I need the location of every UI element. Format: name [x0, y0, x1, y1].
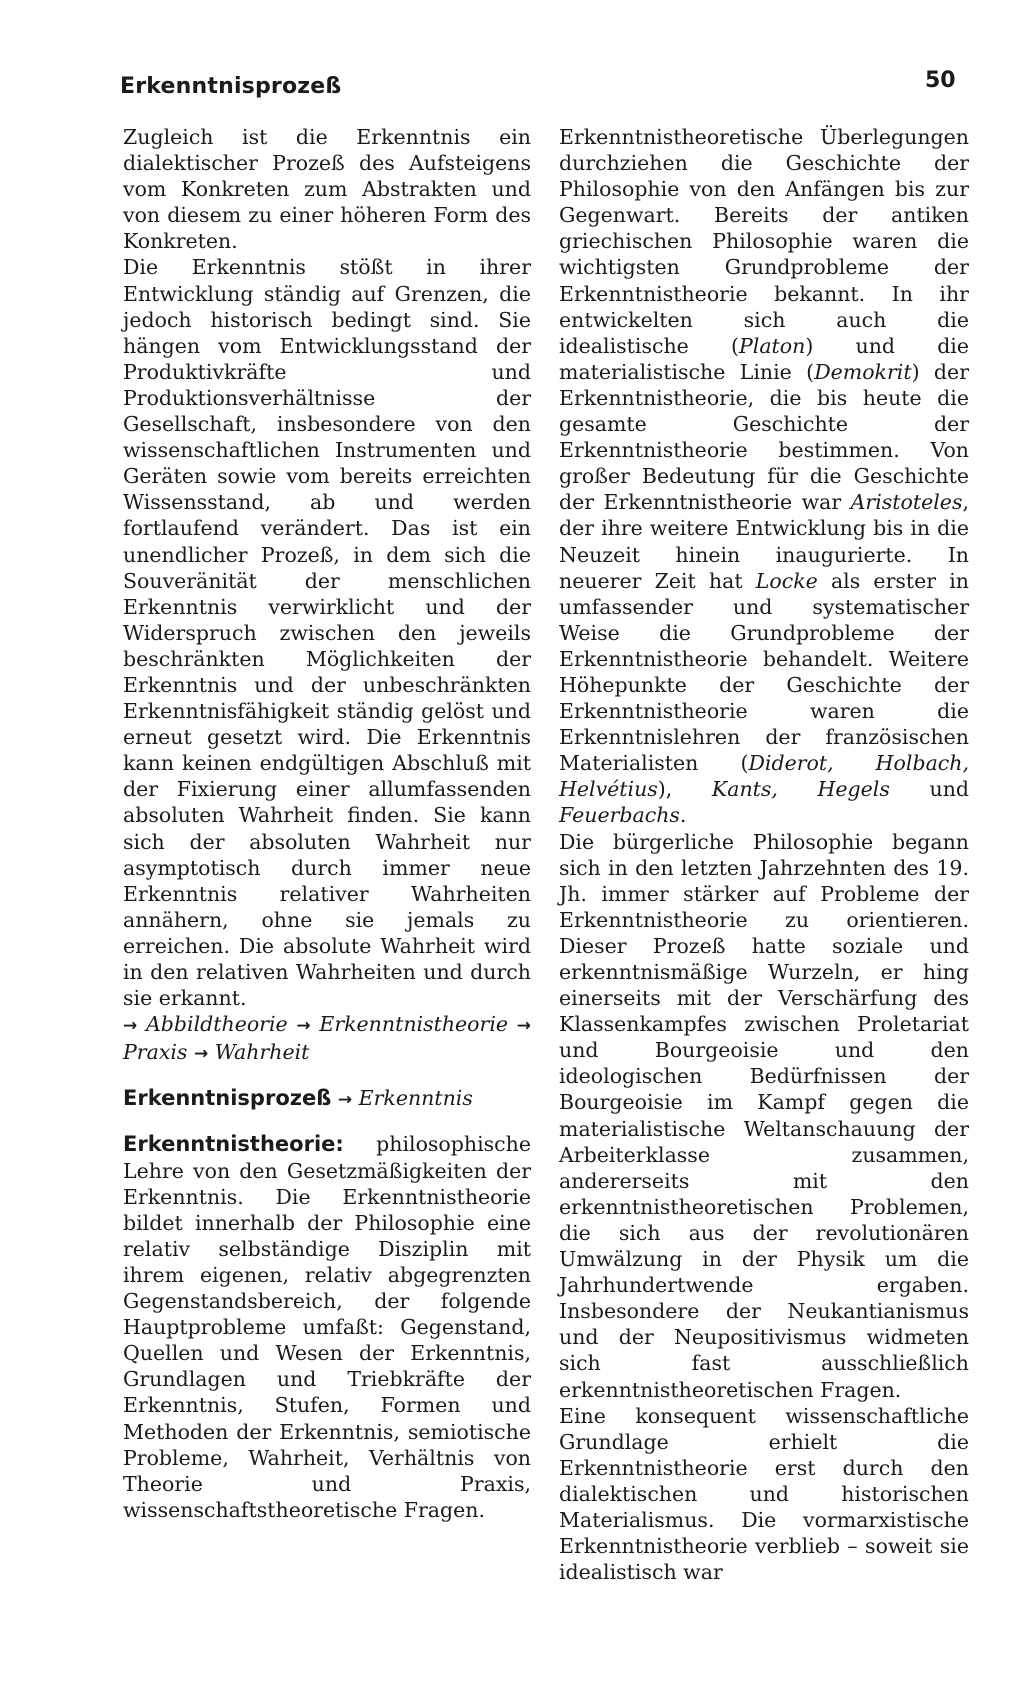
text-run: ), [657, 777, 712, 802]
arrow-icon: → [193, 1044, 209, 1065]
ref-praxis[interactable]: Praxis [123, 1040, 188, 1065]
paragraph-history [559, 124, 969, 829]
text-run: ) der Erkenntnistheorie, die bis heute die gesamte Geschichte der Erkenntnistheorie bestimmen. Von großer Bedeutung für die Geschichte der Erkenntnistheorie war [559, 359, 969, 515]
paragraph-limits: Die Erkenntnis stößt in ihrer Entwicklung ständig auf Grenzen, die jedoch historisch bedingt sind. Sie hängen vom Entwicklungsstand der Produktivkräfte und Produktionsverhältnisse der Gesellschaft, insbesondere von den wissenschaftlichen Instrumenten und Geräten sowie vom bereits erreichten Wissensstand, ab und werden fortlaufend verändert. Das ist ein unendlicher Prozeß, in dem sich die Souveränität der menschlichen Erkenntnis verwirklicht und der Widerspruch zwischen den jeweils beschränkten Möglichkeiten der Erkenntnis und der unbeschränkten Erkenntnisfähigkeit ständig gelöst und erneut gesetzt wird. Die Erkenntnis kann keinen endgültigen Abschluß mit der Fixierung einer allumfassenden absoluten Wahrheit finden. Sie kann sich der absoluten Wahrheit nur asymptotisch durch immer neue Erkenntnis relativer Wahrheiten annähern, ohne sie jemals zu erreichen. Die absolute Wahrheit wird in den relativen Wahrheiten und durch sie erkannt. [123, 255, 531, 1011]
ref-erkenntnistheorie[interactable]: Erkenntnistheorie [319, 1012, 509, 1037]
ref-platon: Platon [738, 333, 806, 358]
entry-erkenntnistheorie [123, 1131, 531, 1522]
right-column [559, 124, 969, 1585]
text-run: als erster in umfassender und systematischer Weise die Grundprobleme der Erkenntnistheorie behandelt. Weitere Höhepunkte der Geschichte der Erkenntnistheorie waren die Erkenntnislehren der französischen Materialisten ( [559, 568, 969, 776]
ref-kant-hegel: Kants, Hegels [711, 777, 890, 802]
text-run: ) und die materialistische Linie ( [559, 333, 970, 384]
text-run: , der ihre weitere Entwicklung bis in die Neuzeit hinein inaugurierte. In neuerer Zeit hat [559, 490, 969, 593]
page-number: 50 [925, 68, 956, 93]
entry-headword: Erkenntnistheorie: [123, 1132, 344, 1157]
text-run: . [679, 803, 687, 828]
arrow-icon: → [516, 1016, 531, 1037]
running-head: Erkenntnisprozeß [120, 74, 342, 99]
paragraph-dialectic: Zugleich ist die Erkenntnis ein dialektischer Prozeß des Aufsteigens vom Konkreten zum Abstrakten und von diesem zu einer höheren Form des Konkreten. [123, 125, 531, 254]
arrow-icon: → [123, 1016, 138, 1037]
ref-abbildtheorie[interactable]: Abbildtheorie [145, 1012, 288, 1037]
entry-headword: Erkenntnisprozeß [123, 1086, 332, 1111]
entry-erkenntnisprozess [123, 1085, 531, 1113]
ref-locke: Locke [755, 568, 818, 593]
arrow-icon: → [337, 1090, 353, 1111]
text-run: Erkenntnistheoretische Überlegungen durchziehen die Geschichte der Philosophie von den Anfängen bis zur Gegenwart. Bereits der antiken griechischen Philosophie waren die wichtigsten Grundprobleme der Erkenntnistheorie bekannt. In ihr entwickelten sich auch die idealistische ( [559, 125, 969, 358]
ref-wahrheit[interactable]: Wahrheit [214, 1040, 310, 1065]
arrow-icon: → [296, 1016, 311, 1037]
ref-feuerbach: Feuerbachs [559, 803, 680, 828]
text-run: und [889, 777, 970, 802]
ref-aristoteles: Aristoteles [850, 490, 963, 515]
cross-references [123, 1011, 531, 1067]
ref-erkenntnis[interactable]: Erkenntnis [358, 1086, 473, 1111]
paragraph-bourgeois-philosophy: Die bürgerliche Philosophie begann sich in den letzten Jahrzehnten des 19. Jh. immer stärker auf Probleme der Erkenntnistheorie zu orientieren. Dieser Prozeß hatte soziale und erkenntnismäßige Wurzeln, er hing einerseits mit der Verschärfung des Klassenkampfes zwischen Proletariat und Bourgeoisie und den ideologischen Bedürfnissen der Bourgeoisie im Kampf gegen die materialistische Weltanschauung der Arbeiterklasse zusammen, andererseits mit den erkenntnistheoretischen Problemen, die sich aus der revolutionären Umwälzung in der Physik um die Jahrhundertwende ergaben. Insbesondere der Neukantianismus und der Neupositivismus widmeten sich fast ausschließlich erkenntnistheoretischen Fragen. [559, 829, 969, 1402]
left-column [123, 124, 531, 1523]
entry-definition: philosophische Lehre von den Gesetzmäßigkeiten der Erkenntnis. Die Erkenntnistheorie bildet innerhalb der Philosophie eine relativ selbständige Disziplin mit ihrem eigenen, relativ abgegrenzten Gegenstandsbereich, der folgende Hauptprobleme umfaßt: Gegenstand, Quellen und Wesen der Erkenntnis, Grundlagen und Triebkräfte der Erkenntnis, Stufen, Formen und Methoden der Erkenntnis, semiotische Probleme, Wahrheit, Verhältnis von Theorie und Praxis, wissenschaftstheoretische Fragen. [123, 1132, 531, 1522]
ref-demokrit: Demokrit [814, 359, 912, 384]
ref-french-materialists: Diderot, Holbach, Helvétius [559, 751, 969, 802]
paragraph-marxist-foundation: Eine konsequent wissenschaftliche Grundlage erhielt die Erkenntnistheorie erst durch den dialektischen und historischen Materialismus. Die vormarxistische Erkenntnistheorie verblieb – soweit sie idealistisch war [559, 1403, 969, 1585]
